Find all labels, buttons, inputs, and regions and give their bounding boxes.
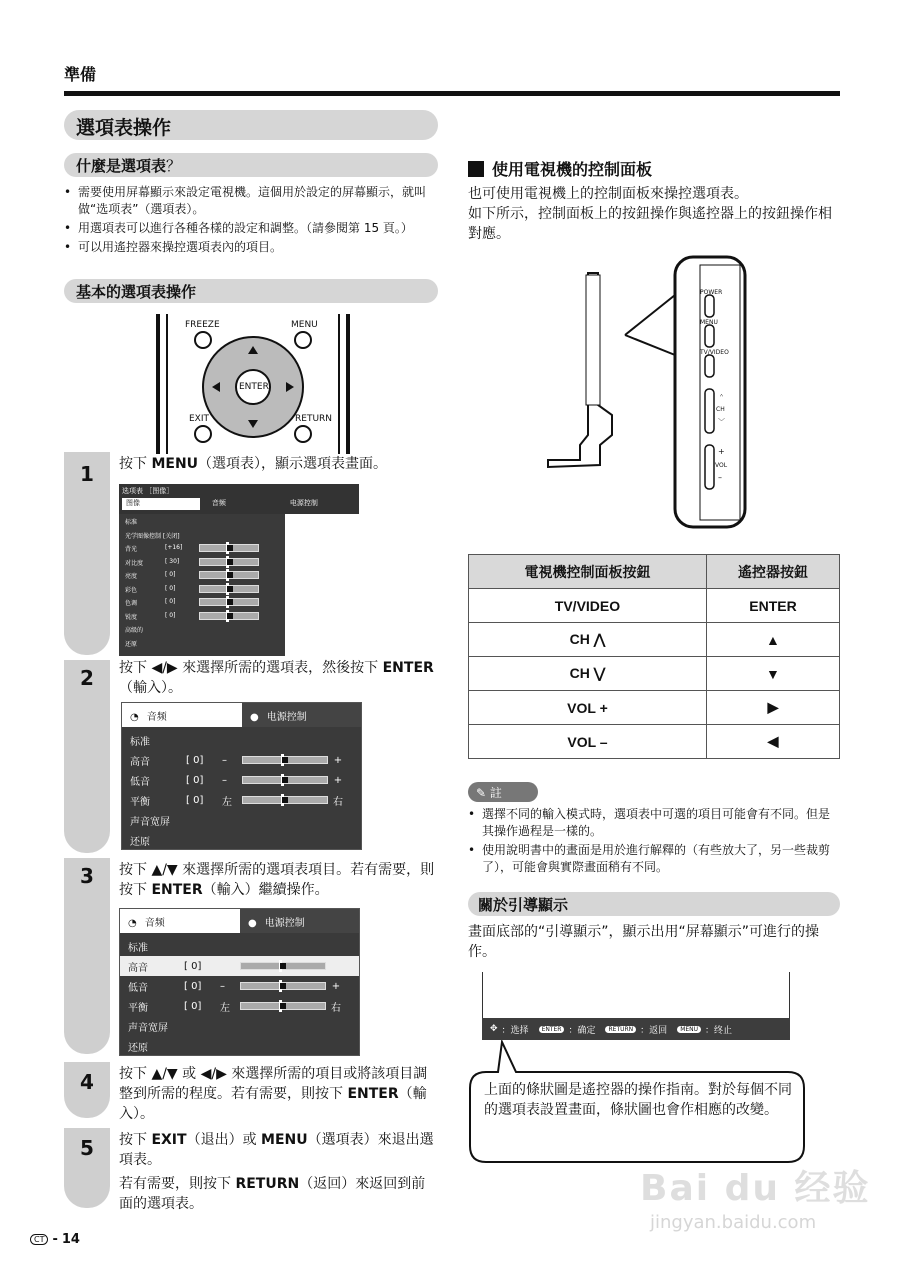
table-header: 電視機控制面板按鈕 [469, 555, 707, 589]
osd1-row[interactable]: 光学图像控制 [关闭] [125, 532, 180, 540]
callout-text: 上面的條狀圖是遙控器的操作指南。對於每個不同的選項表設置畫面，條狀圖也會作相應的改變。 [484, 1082, 792, 1118]
square-bullet-icon [468, 161, 484, 177]
step-3-text: 按下 ▲/▼ 來選擇所需的選項表項目。若有需要，則按下 ENTER（輸入）繼續操作。 [119, 862, 435, 898]
osd-menu-2 [121, 702, 362, 850]
osd2-row[interactable]: 标准 [130, 736, 150, 748]
list-item: • 選擇不同的輸入模式時，選項表中可選的項目可能會有不同。但是其操作過程是一樣的。 [468, 807, 831, 838]
osd1-row[interactable]: 高级的 [125, 627, 144, 634]
basic-heading: 基本的選項表操作 [64, 279, 438, 303]
table-row: CH ⋁ ▼ [469, 657, 840, 691]
osd3-tab-power[interactable]: ● 电源控制 [240, 909, 359, 933]
osd2-row[interactable]: 平衡 [ 0] 左 右 [130, 794, 343, 808]
step-5-text: 按下 EXIT（退出）或 MENU（選項表）來退出選項表。 [119, 1132, 434, 1168]
list-item: • 需要使用屏幕顯示來設定電視機。這個用於設定的屏幕顯示，就叫做“选项表”（選項表）。 [64, 185, 427, 216]
osd3-row[interactable]: 低音 [ 0] – + [128, 980, 341, 994]
exit-label: EXIT [189, 414, 210, 424]
osd3-row[interactable]: 还原 [128, 1042, 148, 1054]
osd1-row[interactable]: 对比度 [ 30] [125, 558, 279, 572]
osd2-row[interactable]: 还原 [130, 836, 150, 848]
osd3-tabs [120, 909, 359, 933]
osd2-row[interactable]: 高音 [ 0] – + [130, 754, 343, 768]
section-label: 準備 [64, 65, 97, 84]
tv-input-label: TV/VIDEO [700, 349, 729, 356]
step-5-extra: 若有需要，則按下 RETURN（返回）來返回到前面的選項表。 [119, 1176, 426, 1212]
list-item: • 可以用遙控器來操控選項表內的項目。 [64, 240, 283, 254]
osd1-row[interactable]: 锐度 [ 0] [125, 612, 279, 626]
note-badge: ✎ 註 [468, 782, 538, 802]
pencil-icon: ✎ [476, 786, 487, 800]
ct-badge: CT [30, 1234, 48, 1245]
osd2-tab-audio[interactable]: ◔ 音频 [122, 703, 242, 727]
guide-bar: ✥ ：选择 ENTER ：确定 RETURN ：返回 MENU ：终止 [482, 1018, 790, 1040]
what-is-qmark: ？ [166, 157, 182, 175]
step-4-tab: 4 [64, 1062, 110, 1118]
panel-intro: 也可使用電視機上的控制面板來操控選項表。 如下所示，控制面板上的按鈕操作與遙控器上的按鈕操作相對應。 [468, 186, 832, 242]
osd3-row-selected[interactable]: 高音 [ 0] [120, 956, 359, 976]
table-header: 遙控器按鈕 [706, 555, 839, 589]
tv-menu-label: MENU [700, 319, 718, 326]
menu-label: MENU [291, 320, 318, 330]
tv-ch-label: CH [716, 406, 725, 413]
osd1-row[interactable]: 还原 [125, 640, 138, 648]
enter-label: ENTER [239, 382, 269, 392]
guide-heading: 關於引導顯示 [468, 892, 840, 916]
tv-ch-down: ﹀ [718, 418, 725, 426]
osd2-row[interactable]: 声音宽屏 [130, 816, 170, 828]
osd3-row[interactable]: 平衡 [ 0] 左 右 [128, 1000, 341, 1014]
dpad-icon: ✥ [490, 1024, 498, 1034]
osd3-tab-audio[interactable]: ◔ 音频 [120, 909, 240, 933]
list-item: • 使用說明書中的畫面是用於進行解釋的（有些放大了，另一些裁剪了），可能會與實際畫面稍有不同。 [468, 843, 831, 874]
osd1-tab-power[interactable]: 电源控制 [289, 499, 318, 507]
tv-ch-up: ＾ [718, 392, 725, 400]
what-is-heading [64, 153, 438, 177]
osd3-row[interactable]: 标准 [128, 942, 148, 954]
control-table [468, 554, 840, 759]
osd-menu-3 [119, 908, 360, 1056]
step-2-tab: 2 [64, 660, 110, 853]
watermark-logo: Bai du 经验 [640, 1168, 871, 1209]
what-is-list [64, 184, 438, 256]
tv-vol-label: VOL [715, 462, 728, 469]
osd1-row[interactable]: 色调 [ 0] [125, 598, 279, 612]
table-row: TV/VIDEO ENTER [469, 589, 840, 623]
tv-side-illustration [540, 255, 750, 530]
table-row: CH ⋀ ▲ [469, 623, 840, 657]
osd1-row[interactable]: 背光 [+16] [125, 544, 279, 558]
step-1-text: 按下 MENU（選項表），顯示選項表畫面。 [119, 456, 388, 472]
osd3-body [120, 933, 359, 1055]
what-is-heading-text: 什麼是選項表 [76, 157, 167, 175]
note-list [468, 806, 840, 876]
page-number: 14 [61, 1232, 80, 1247]
table-row: VOL – ◀ [469, 725, 840, 759]
osd3-row[interactable]: 声音宽屏 [128, 1022, 168, 1034]
enter-button-icon: ENTER [539, 1026, 565, 1033]
table-row: VOL + ▶ [469, 691, 840, 725]
header-rule [64, 91, 840, 96]
freeze-label: FREEZE [185, 320, 220, 330]
osd2-tab-power[interactable]: ● 电源控制 [242, 703, 361, 727]
osd1-row[interactable]: 标准 [125, 519, 138, 526]
menu-button-icon: MENU [677, 1026, 701, 1033]
return-label: RETURN [295, 414, 333, 424]
osd1-row[interactable]: 彩色 [ 0] [125, 585, 279, 599]
osd2-row[interactable]: 低音 [ 0] – + [130, 774, 343, 788]
step-3-tab: 3 [64, 858, 110, 1054]
remote-illustration [155, 314, 351, 454]
tv-power-label: POWER [700, 289, 723, 296]
guide-paragraph: 畫面底部的“引導顯示”，顯示出用“屏幕顯示”可進行的操作。 [468, 924, 820, 960]
page-footer: CT - 14 [30, 1232, 80, 1247]
osd1-tab-audio[interactable]: 音频 [211, 499, 226, 507]
osd-menu-1 [119, 484, 359, 656]
osd1-row[interactable]: 亮度 [ 0] [125, 571, 279, 585]
step-4-text: 按下 ▲/▼ 或 ◀/▶ 來選擇所需的項目或將該項目調整到所需的程度。若有需要，則按下 ENTER（輸入）。 [119, 1066, 428, 1122]
osd1-header: 选项表 ［图像］ 图像 音频 电源控制 [119, 484, 359, 514]
osd1-tab-picture[interactable]: 图像 [122, 498, 200, 510]
step-2-text: 按下 ◀/▶ 來選擇所需的選項表，然後按下 ENTER（輸入）。 [119, 660, 434, 696]
osd2-tabs [122, 703, 361, 727]
panel-heading: 使用電視機的控制面板 [468, 157, 652, 180]
step-5-tab: 5 [64, 1128, 110, 1208]
step-1-tab: 1 [64, 452, 110, 655]
osd1-body [119, 514, 285, 656]
page-title: 選項表操作 [64, 110, 438, 140]
tv-vol-plus: + [718, 447, 725, 456]
osd2-body [122, 727, 361, 849]
tv-vol-minus: – [718, 473, 722, 482]
watermark-url: jingyan.baidu.com [650, 1212, 817, 1233]
return-button-icon: RETURN [605, 1026, 636, 1033]
list-item: • 用選項表可以進行各種各樣的設定和調整。（請參閱第 15 頁。） [64, 221, 413, 235]
